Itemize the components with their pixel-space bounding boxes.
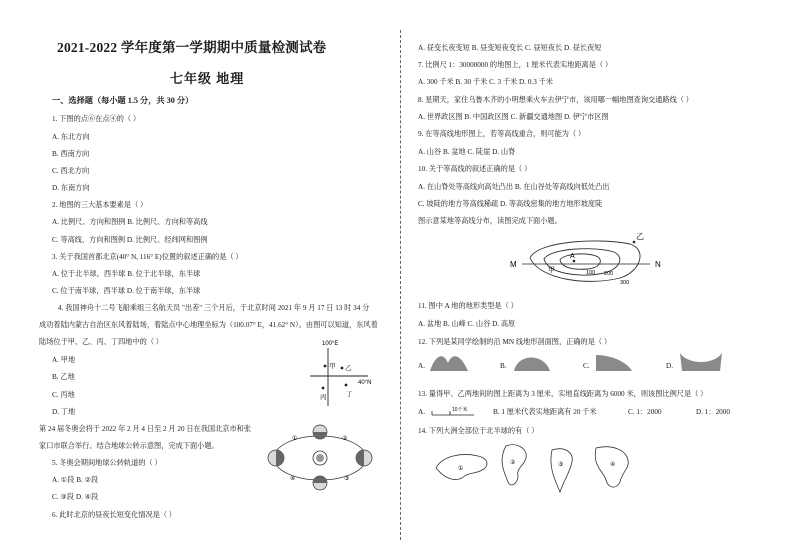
label-a: A (570, 253, 575, 260)
q12-stem: 12. 下列是某同学绘制的沿 MN 线地形剖面图，正确的是（ ） (418, 338, 612, 346)
q10-options-ab: A. 在山脊处等高线向高处凸出 B. 在山谷处等高线向低处凸出 (418, 183, 610, 191)
lat-label: 40°N (358, 380, 372, 386)
q5-options-cd: C. ③段 D. ④段 (52, 493, 99, 501)
exam-title: 2021-2022 学年度第一学期期中质量检测试卷 (57, 40, 327, 55)
profile-c (596, 355, 632, 371)
q4-line3: 陆场位于甲、乙、丙、丁四地中的（ ） (39, 338, 163, 346)
profile-d (680, 353, 722, 371)
q9-options: A. 山谷 B. 盆地 C. 陡崖 D. 山脊 (418, 148, 516, 156)
q3-options-cd: C. 位于南半球，西半球 D. 位于南半球，东半球 (52, 287, 201, 295)
label-300: 300 (620, 280, 630, 286)
olympics-intro-line1: 第 24 届冬奥会将于 2022 年 2 月 4 日至 2 月 20 日在我国北京市和张 (39, 425, 252, 433)
continent-2-label: ② (510, 460, 516, 466)
q4-option-c: C. 丙地 (52, 391, 75, 399)
q3-options-ab: A. 位于北半球，西半球 B. 位于北半球，东半球 (52, 270, 201, 278)
contour-100 (560, 254, 600, 269)
q14-continents-figure (432, 438, 652, 498)
continent-3-label: ③ (558, 462, 564, 468)
q12-label-c: C. (583, 362, 590, 370)
exam-subtitle: 七年级 地理 (170, 71, 245, 86)
q1-option-a: A. 东北方向 (52, 133, 90, 141)
orbit-seg-1: ① (292, 436, 298, 442)
q13-label-a: A. (418, 408, 425, 416)
earth-orbit-figure (264, 420, 376, 496)
label-100: 100 (586, 270, 596, 276)
olympics-intro-line2: 家口市联合举行。结合地球公转示意图，完成下面小题。 (39, 442, 219, 450)
column-divider (400, 30, 401, 540)
q2-options-ab: A. 比例尺、方向和图例 B. 比例尺、方向和等高线 (52, 218, 208, 226)
q4-line1: 4. 我国神舟十二号飞船乘组三名航天员 "出差" 三个月后，于北京时间 2021 年 9 月 17 日 13 时 34 分 (58, 304, 370, 312)
q1-option-c: C. 西北方向 (52, 167, 90, 175)
q8-stem: 8. 星期天，家住乌鲁木齐的小明想乘火车去伊宁市，该用哪一幅地图查询交通路线（ ） (418, 96, 693, 104)
q7-options: A. 300 千米 B. 30 千米 C. 3 千米 D. 0.3 千米 (418, 78, 553, 86)
contour-map-figure (508, 228, 668, 290)
orbit-seg-4: ④ (290, 476, 296, 482)
q3-stem: 3. 关于我国首都北京(40° N, 116° E)位置的叙述正确的是（ ） (52, 253, 243, 261)
continent-4-label: ④ (610, 462, 616, 468)
continent-3 (551, 449, 572, 492)
q6-options: A. 昼变长夜变短 B. 昼变短夜变长 C. 昼短夜长 D. 昼长夜短 (418, 44, 602, 52)
q9-stem: 9. 在等高线地形图上，若等高线重合，则可能为（ ） (418, 130, 586, 138)
q7-stem: 7. 比例尺 1：30000000 的地图上，1 厘米代表实地距离是（ ） (418, 61, 613, 69)
label-200: 200 (604, 271, 614, 277)
q4-option-a: A. 甲地 (52, 356, 76, 364)
orbit-seg-2: ② (342, 436, 348, 442)
q8-options: A. 世界政区图 B. 中国政区图 C. 新疆交通地图 D. 伊宁市区图 (418, 113, 609, 121)
q13-stem: 13. 量得甲、乙两地间的图上距离为 3 厘米，实地直线距离为 6000 米，则该图比例尺是（ ） (418, 390, 708, 398)
q6-stem: 6. 此时北京的昼夜长短变化情况是（ ） (52, 511, 176, 519)
q11-stem: 11. 图中 A 地的地形类型是（ ） (418, 302, 518, 310)
latlon-grid-figure (306, 338, 376, 410)
orbit-seg-3: ③ (344, 476, 350, 482)
lon-label: 100°E (322, 341, 339, 347)
label-yi: 乙 (636, 232, 644, 241)
label-m: M (510, 260, 517, 269)
q10-stem: 10. 关于等高线的叙述正确的是（ ） (418, 165, 532, 173)
contour-intro: 图示意某地等高线分布，读图完成下面小题。 (418, 217, 562, 225)
label-jia: 甲 (548, 267, 555, 274)
point-jia: 甲 (329, 363, 336, 370)
q5-stem: 5. 冬奥会期间地球公转轨道的（ ） (52, 459, 162, 467)
q12-label-a: A. (418, 362, 425, 370)
profile-b (514, 358, 550, 372)
q14-stem: 14. 下列大洲全部位于北半球的有（ ） (418, 427, 539, 435)
point-bing: 丙 (320, 394, 327, 401)
point-ding: 丁 (346, 391, 353, 398)
q5-options-ab: A. ①段 B. ②段 (52, 476, 99, 484)
q2-options-cd: C. 等高线、方向和图例 D. 比例尺、经纬网和图例 (52, 236, 208, 244)
continent-1-label: ① (458, 466, 464, 472)
q13-option-c: C. 1：2000 (628, 408, 662, 416)
q10-options-cd: C. 坡陡的地方等高线稀疏 D. 等高线密集的地方地形坡度陡 (418, 200, 603, 208)
q1-option-b: B. 西南方向 (52, 150, 90, 158)
q13-option-d: D. 1：2000 (696, 408, 730, 416)
q12-label-b: B. (500, 362, 507, 370)
label-n: N (655, 260, 661, 269)
q13-option-b: B. 1 厘米代表实地距离有 20 千米 (493, 408, 597, 416)
profile-a (430, 356, 468, 371)
q1-stem: 1. 下图的点⑥在点④的（ ） (52, 115, 141, 123)
scale-label: 10千米 (452, 407, 468, 413)
point-yi: 乙 (345, 365, 352, 372)
q11-options: A. 盆地 B. 山峰 C. 山谷 D. 高原 (418, 320, 516, 328)
q12-label-d: D. (666, 362, 673, 370)
q1-option-d: D. 东南方向 (52, 184, 90, 192)
q4-option-b: B. 乙地 (52, 373, 75, 381)
section-heading: 一、选择题（每小题 1.5 分，共 30 分） (52, 96, 194, 105)
q4-line2: 成功着陆内蒙古自治区东风着陆场，着陆点中心地理坐标为（100.07° E，41.62° N）。由图可以知道，东风着 (39, 321, 378, 329)
q13-scale-bar (430, 403, 478, 419)
q12-profile-figures (430, 351, 760, 375)
q2-stem: 2. 地图的三大基本要素是（ ） (52, 201, 148, 209)
q4-option-d: D. 丁地 (52, 408, 76, 416)
